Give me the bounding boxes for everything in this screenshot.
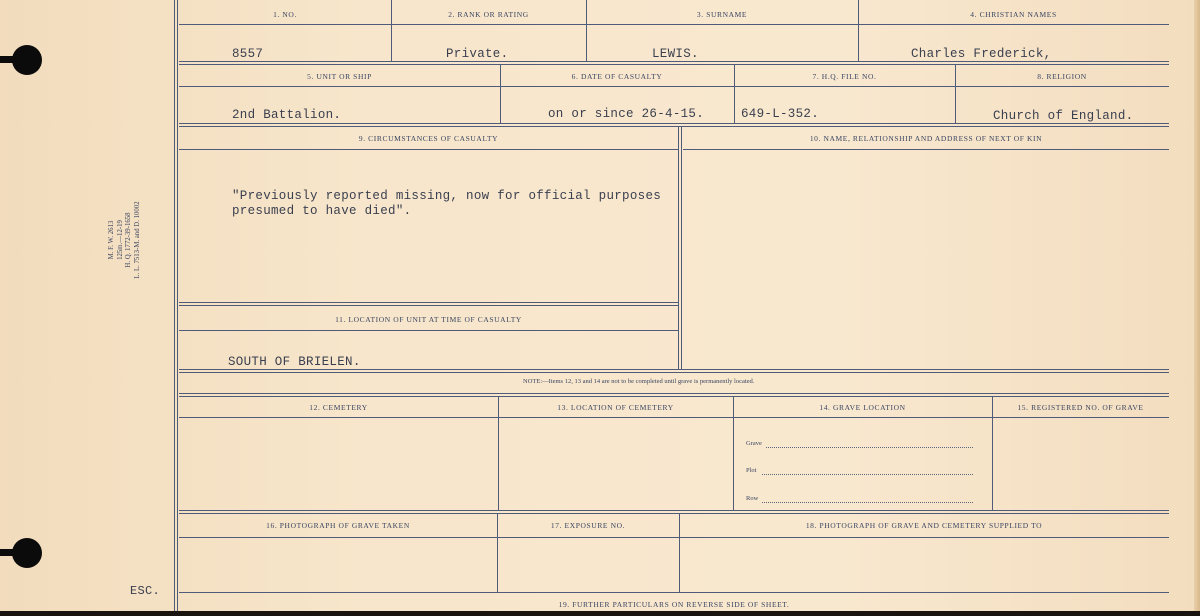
- value-surname: LEWIS.: [652, 47, 699, 61]
- rule-double: [179, 61, 1169, 65]
- card-bottom-edge: [0, 611, 1200, 616]
- rule: [683, 149, 1169, 150]
- row-field-label: Row: [746, 495, 759, 502]
- label-grave-location: 14. GRAVE LOCATION: [819, 403, 906, 412]
- grave-field-label: Grave: [746, 440, 762, 447]
- label-no: 1. NO.: [273, 10, 297, 19]
- form-printer-code: [108, 180, 142, 300]
- rule: [179, 592, 1169, 593]
- esc-stamp: ESC.: [130, 584, 161, 598]
- note-text: NOTE:—Items 12, 13 and 14 are not to be completed until grave is permanently located.: [523, 378, 755, 385]
- label-date-of-casualty: 6. DATE OF CASUALTY: [571, 72, 663, 81]
- divider: [498, 397, 499, 510]
- label-location-of-cemetery: 13. LOCATION OF CEMETERY: [557, 403, 674, 412]
- value-rank: Private.: [446, 47, 509, 61]
- value-no: 8557: [232, 47, 264, 61]
- label-photo-taken: 16. PHOTOGRAPH OF GRAVE TAKEN: [266, 521, 410, 530]
- label-religion: 8. RELIGION: [1037, 72, 1087, 81]
- label-christian-names: 4. CHRISTIAN NAMES: [970, 10, 1057, 19]
- rule: [179, 537, 1169, 538]
- label-cemetery: 12. CEMETERY: [309, 403, 368, 412]
- value-date-of-casualty: on or since 26-4-15.: [548, 107, 705, 121]
- label-further-particulars: 19. FURTHER PARTICULARS ON REVERSE SIDE OF SHEET.: [558, 600, 790, 609]
- punch-hole-bottom: [12, 538, 42, 568]
- rule: [179, 330, 678, 331]
- value-religion: Church of England.: [993, 109, 1134, 123]
- rule: [179, 149, 678, 150]
- rule: [179, 86, 1169, 87]
- row-field-line[interactable]: [762, 502, 973, 503]
- rule-double: [179, 302, 678, 306]
- divider: [992, 397, 993, 510]
- label-hq-file-no: 7. H.Q. FILE NO.: [812, 72, 877, 81]
- divider: [733, 397, 734, 510]
- code-line: H. Q. 1772-39-1658: [125, 212, 132, 268]
- value-unit: 2nd Battalion.: [232, 108, 342, 122]
- rule-double: [179, 510, 1169, 514]
- punch-hole-top: [12, 45, 42, 75]
- label-rank: 2. RANK OR RATING: [448, 10, 529, 19]
- value-location-of-unit: SOUTH OF BRIELEN.: [228, 355, 361, 369]
- rule-double: [179, 123, 1169, 127]
- plot-field-label: Plot: [746, 467, 757, 474]
- label-surname: 3. SURNAME: [696, 10, 748, 19]
- label-registered-no: 15. REGISTERED NO. OF GRAVE: [1017, 403, 1144, 412]
- value-circumstances-line1: "Previously reported missing, now for official purposes: [232, 189, 662, 203]
- label-next-of-kin: 10. NAME, RELATIONSHIP AND ADDRESS OF NEXT OF KIN: [809, 134, 1043, 143]
- value-christian-names: Charles Frederick,: [911, 47, 1052, 61]
- card-right-edge: [1194, 0, 1200, 616]
- label-photo-supplied-to: 18. PHOTOGRAPH OF GRAVE AND CEMETERY SUPPLIED TO: [805, 521, 1043, 530]
- rule: [179, 417, 1169, 418]
- label-unit: 5. UNIT OR SHIP: [307, 72, 372, 81]
- code-line: L. L. 7513-M. and D. 10002: [133, 201, 141, 279]
- form-left-border: [174, 0, 178, 611]
- rule: [179, 24, 1169, 25]
- code-line: 125m.—12-19: [116, 220, 124, 260]
- value-hq-file-no: 649-L-352.: [741, 107, 820, 121]
- plot-field-line[interactable]: [762, 474, 973, 475]
- label-exposure-no: 17. EXPOSURE NO.: [550, 521, 626, 530]
- code-line: M. F. W. 2613: [108, 220, 115, 260]
- rule-double: [179, 393, 1169, 397]
- label-circumstances: 9. CIRCUMSTANCES OF CASUALTY: [358, 134, 499, 143]
- label-location-of-unit: 11. LOCATION OF UNIT AT TIME OF CASUALTY: [335, 315, 522, 324]
- value-circumstances-line2: presumed to have died".: [232, 204, 412, 218]
- divider-double: [678, 127, 682, 370]
- rule-double: [179, 369, 1169, 373]
- grave-field-line[interactable]: [766, 447, 973, 448]
